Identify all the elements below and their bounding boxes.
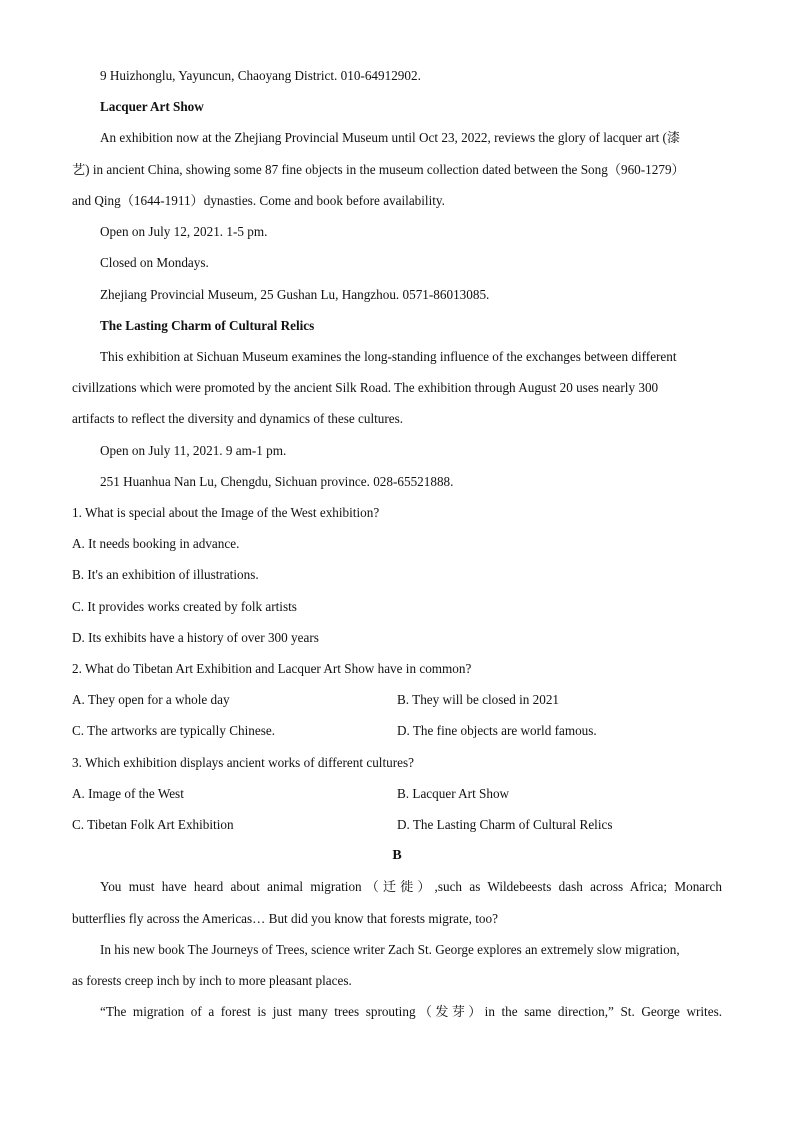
paragraph-line: In his new book The Journeys of Trees, science writer Zach St. George explores an extremely slow migration,: [100, 942, 680, 957]
option-c[interactable]: C. Tibetan Folk Art Exhibition: [72, 817, 234, 832]
option-d[interactable]: D. The Lasting Charm of Cultural Relics: [397, 817, 613, 832]
address-line: 9 Huizhonglu, Yayuncun, Chaoyang District. 010-64912902.: [100, 68, 421, 83]
closing-note: Closed on Mondays.: [100, 255, 209, 270]
option-b[interactable]: B. It's an exhibition of illustrations.: [72, 567, 259, 582]
paragraph-line: “The migration of a forest is just many trees sprouting（发芽）in the same direction,” St. George writes.: [100, 1004, 722, 1019]
section-heading-b: B: [392, 848, 402, 863]
question-stem: 3. Which exhibition displays ancient works of different cultures?: [72, 755, 414, 770]
option-c[interactable]: C. It provides works created by folk artists: [72, 599, 297, 614]
paragraph-line: This exhibition at Sichuan Museum examines the long-standing influence of the exchanges between different: [100, 349, 677, 364]
option-c[interactable]: C. The artworks are typically Chinese.: [72, 723, 276, 738]
section-title-relics: The Lasting Charm of Cultural Relics: [100, 318, 315, 333]
question-stem: 1. What is special about the Image of the West exhibition?: [72, 505, 380, 520]
option-a[interactable]: A. It needs booking in advance.: [72, 536, 240, 551]
paragraph-line: civillzations which were promoted by the ancient Silk Road. The exhibition through August 20 uses nearly 300: [72, 380, 659, 395]
question-stem: 2. What do Tibetan Art Exhibition and Lacquer Art Show have in common?: [72, 661, 472, 676]
opening-time: Open on July 11, 2021. 9 am-1 pm.: [100, 443, 287, 458]
paragraph-line: and Qing（1644-1911）dynasties. Come and book before availability.: [72, 193, 445, 208]
option-d[interactable]: D. Its exhibits have a history of over 300 years: [72, 630, 319, 645]
option-d[interactable]: D. The fine objects are world famous.: [397, 723, 597, 738]
paragraph-line: as forests creep inch by inch to more pleasant places.: [72, 973, 352, 988]
address-line: 251 Huanhua Nan Lu, Chengdu, Sichuan province. 028-65521888.: [100, 474, 454, 489]
section-title-lacquer: Lacquer Art Show: [100, 99, 204, 114]
option-b[interactable]: B. They will be closed in 2021: [397, 692, 560, 707]
paragraph-line: An exhibition now at the Zhejiang Provincial Museum until Oct 23, 2022, reviews the glory of lacquer art (漆: [100, 130, 681, 145]
option-b[interactable]: B. Lacquer Art Show: [397, 786, 510, 801]
option-a[interactable]: A. They open for a whole day: [72, 692, 230, 707]
paragraph-line: You must have heard about animal migration（迁徙）,such as Wildebeests dash across Africa; Monarch: [100, 879, 722, 894]
option-a[interactable]: A. Image of the West: [72, 786, 184, 801]
opening-time: Open on July 12, 2021. 1-5 pm.: [100, 224, 268, 239]
paragraph-line: 艺) in ancient China, showing some 87 fine objects in the museum collection dated between the Song（960-1279）: [72, 162, 685, 177]
paragraph-line: butterflies fly across the Americas… But did you know that forests migrate, too?: [72, 911, 498, 926]
address-line: Zhejiang Provincial Museum, 25 Gushan Lu, Hangzhou. 0571-86013085.: [100, 287, 490, 302]
paragraph-line: artifacts to reflect the diversity and dynamics of these cultures.: [72, 411, 404, 426]
